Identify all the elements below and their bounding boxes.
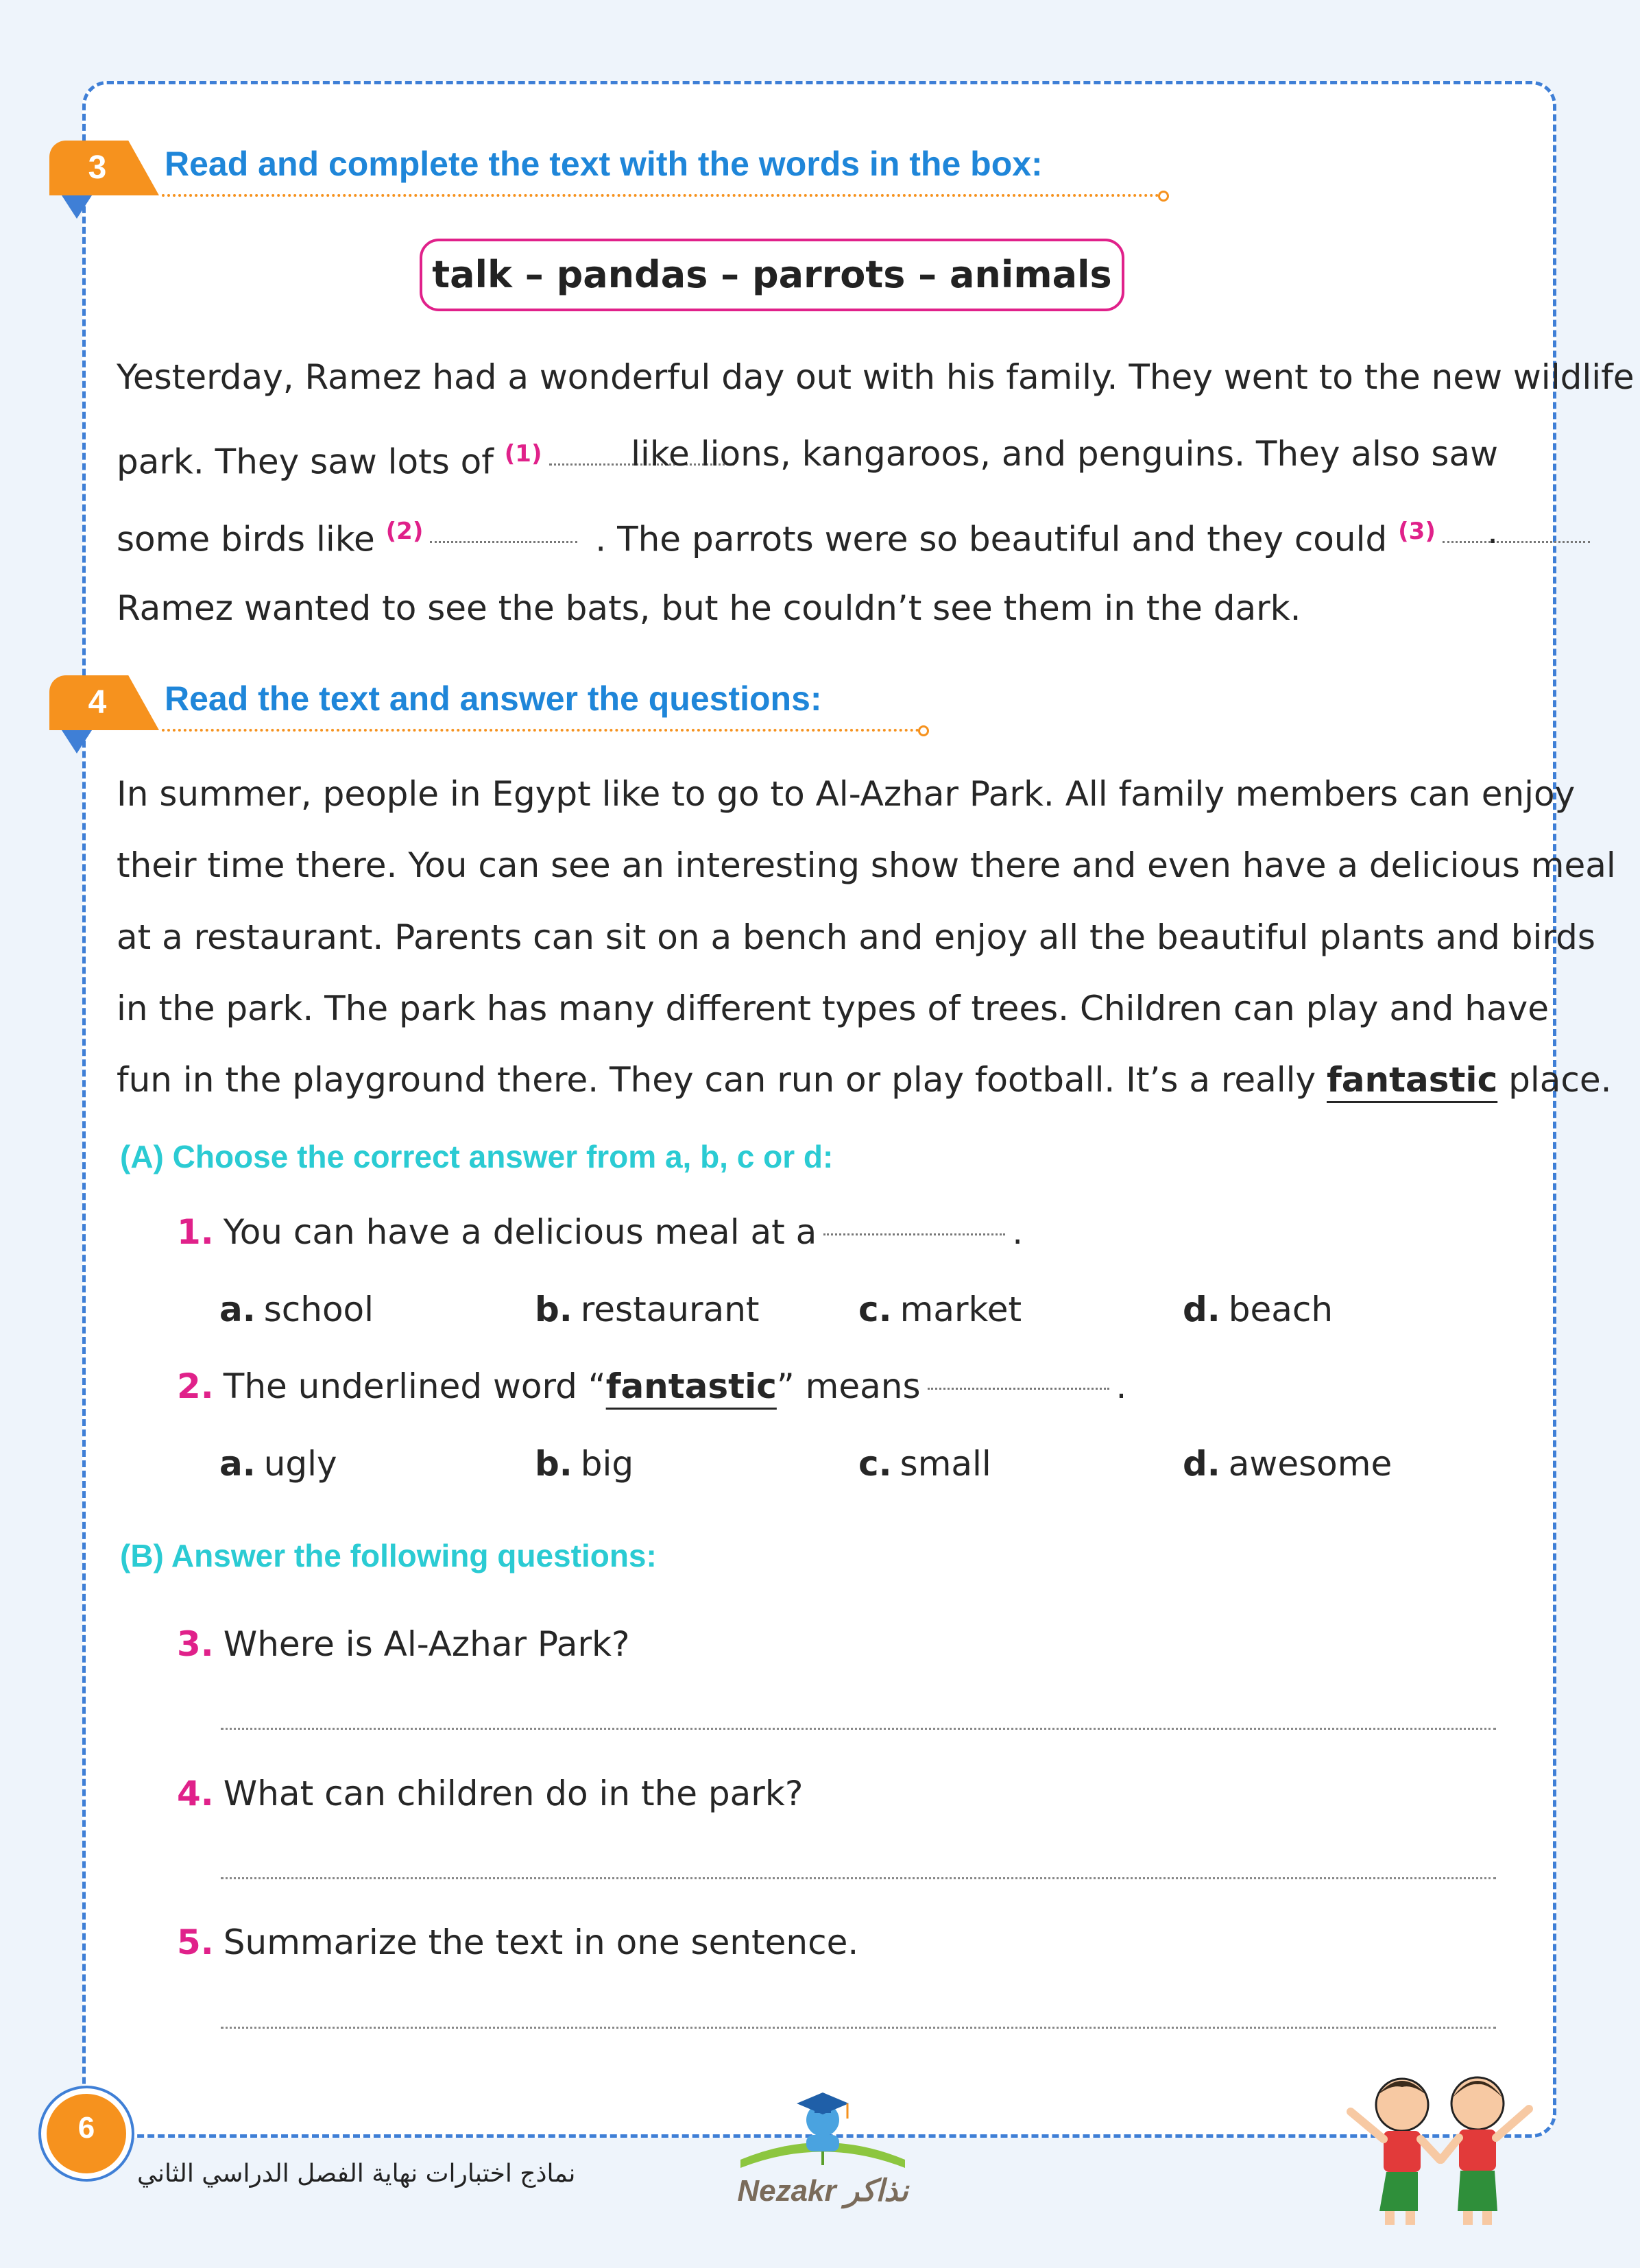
part-b-heading: (B) Answer the following questions: xyxy=(120,1538,657,1573)
question-5: 5. Summarize the text in one sentence. xyxy=(177,1922,859,1962)
q1-option-b[interactable]: b. restaurant xyxy=(535,1290,760,1329)
section-3-badge xyxy=(49,141,159,195)
section-3-title: Read and complete the text with the words in the box: xyxy=(165,145,1043,183)
q1-option-d[interactable]: d. beach xyxy=(1183,1290,1334,1329)
text-line-4: Ramez wanted to see the bats, but he couldn’t see them in the dark. xyxy=(117,588,1301,628)
question-1-blank[interactable] xyxy=(823,1233,1005,1235)
word-box: talk – pandas – parrots – animals xyxy=(420,239,1124,311)
passage-line-4: in the park. The park has many different types of trees. Children can play and have xyxy=(117,989,1549,1028)
q2-option-a[interactable]: a. ugly xyxy=(219,1444,337,1484)
page-number-badge: 6 xyxy=(41,2088,132,2179)
logo-text: Nezakr نذاكر xyxy=(737,2174,908,2208)
blank-1-label: (1) xyxy=(504,440,542,468)
section-4-number: 4 xyxy=(88,684,107,721)
question-1: 1. You can have a delicious meal at a . xyxy=(177,1212,1024,1252)
footer-caption: نماذج اختبارات نهاية الفصل الدراسي الثاني xyxy=(137,2160,576,2188)
blank-2[interactable] xyxy=(430,541,577,543)
q1-option-c[interactable]: c. market xyxy=(858,1290,1022,1329)
blank-2-label: (2) xyxy=(385,518,424,545)
blank-3-label: (3) xyxy=(1398,518,1436,545)
passage-line-5: fun in the playground there. They can run or play football. It’s a really fantastic place. xyxy=(117,1060,1612,1100)
text-line-3: some birds like $^{(2)}$ . The parrots were so beautiful and they could $^{(3)}$ . xyxy=(117,504,1498,559)
question-4: 4. What can children do in the park? xyxy=(177,1774,804,1813)
underlined-word-fantastic: fantastic xyxy=(1327,1060,1498,1100)
question-2-blank[interactable] xyxy=(928,1388,1109,1390)
passage-line-2: their time there. You can see an interesting show there and even have a delicious meal xyxy=(117,845,1616,885)
passage-line-1: In summer, people in Egypt like to go to Al-Azhar Park. All family members can enjoy xyxy=(117,774,1576,814)
section-3-title-underline xyxy=(162,194,1159,197)
section-4-badge xyxy=(49,675,159,730)
answer-line-4[interactable] xyxy=(221,1877,1496,1879)
question-2: 2. The underlined word “fantastic” means . xyxy=(177,1366,1127,1406)
book-graduate-icon xyxy=(720,2077,926,2173)
kids-illustration xyxy=(1337,2064,1543,2235)
section-3-number: 3 xyxy=(88,149,107,186)
q2-option-b[interactable]: b. big xyxy=(535,1444,634,1484)
q2-option-d[interactable]: d. awesome xyxy=(1183,1444,1392,1484)
section-4-title-underline xyxy=(162,729,919,732)
q2-option-c[interactable]: c. small xyxy=(858,1444,991,1484)
answer-line-3[interactable] xyxy=(221,1728,1496,1730)
answer-line-5[interactable] xyxy=(221,2027,1496,2029)
nezakr-logo xyxy=(720,2077,926,2208)
blank-3[interactable] xyxy=(1443,541,1590,543)
q1-option-a[interactable]: a. school xyxy=(219,1290,374,1329)
part-a-heading: (A) Choose the correct answer from a, b, c or d: xyxy=(120,1139,834,1174)
passage-line-3: at a restaurant. Parents can sit on a bench and enjoy all the beautiful plants and birds xyxy=(117,917,1595,957)
question-3: 3. Where is Al-Azhar Park? xyxy=(177,1624,630,1664)
text-line-2: park. They saw lots of $^{(1)}$ like lions, kangaroos, and penguins. They also saw xyxy=(117,434,1498,482)
text-line-1: Yesterday, Ramez had a wonderful day out with his family. They went to the new wildlife xyxy=(117,357,1635,397)
section-4-title: Read the text and answer the questions: xyxy=(165,679,822,718)
